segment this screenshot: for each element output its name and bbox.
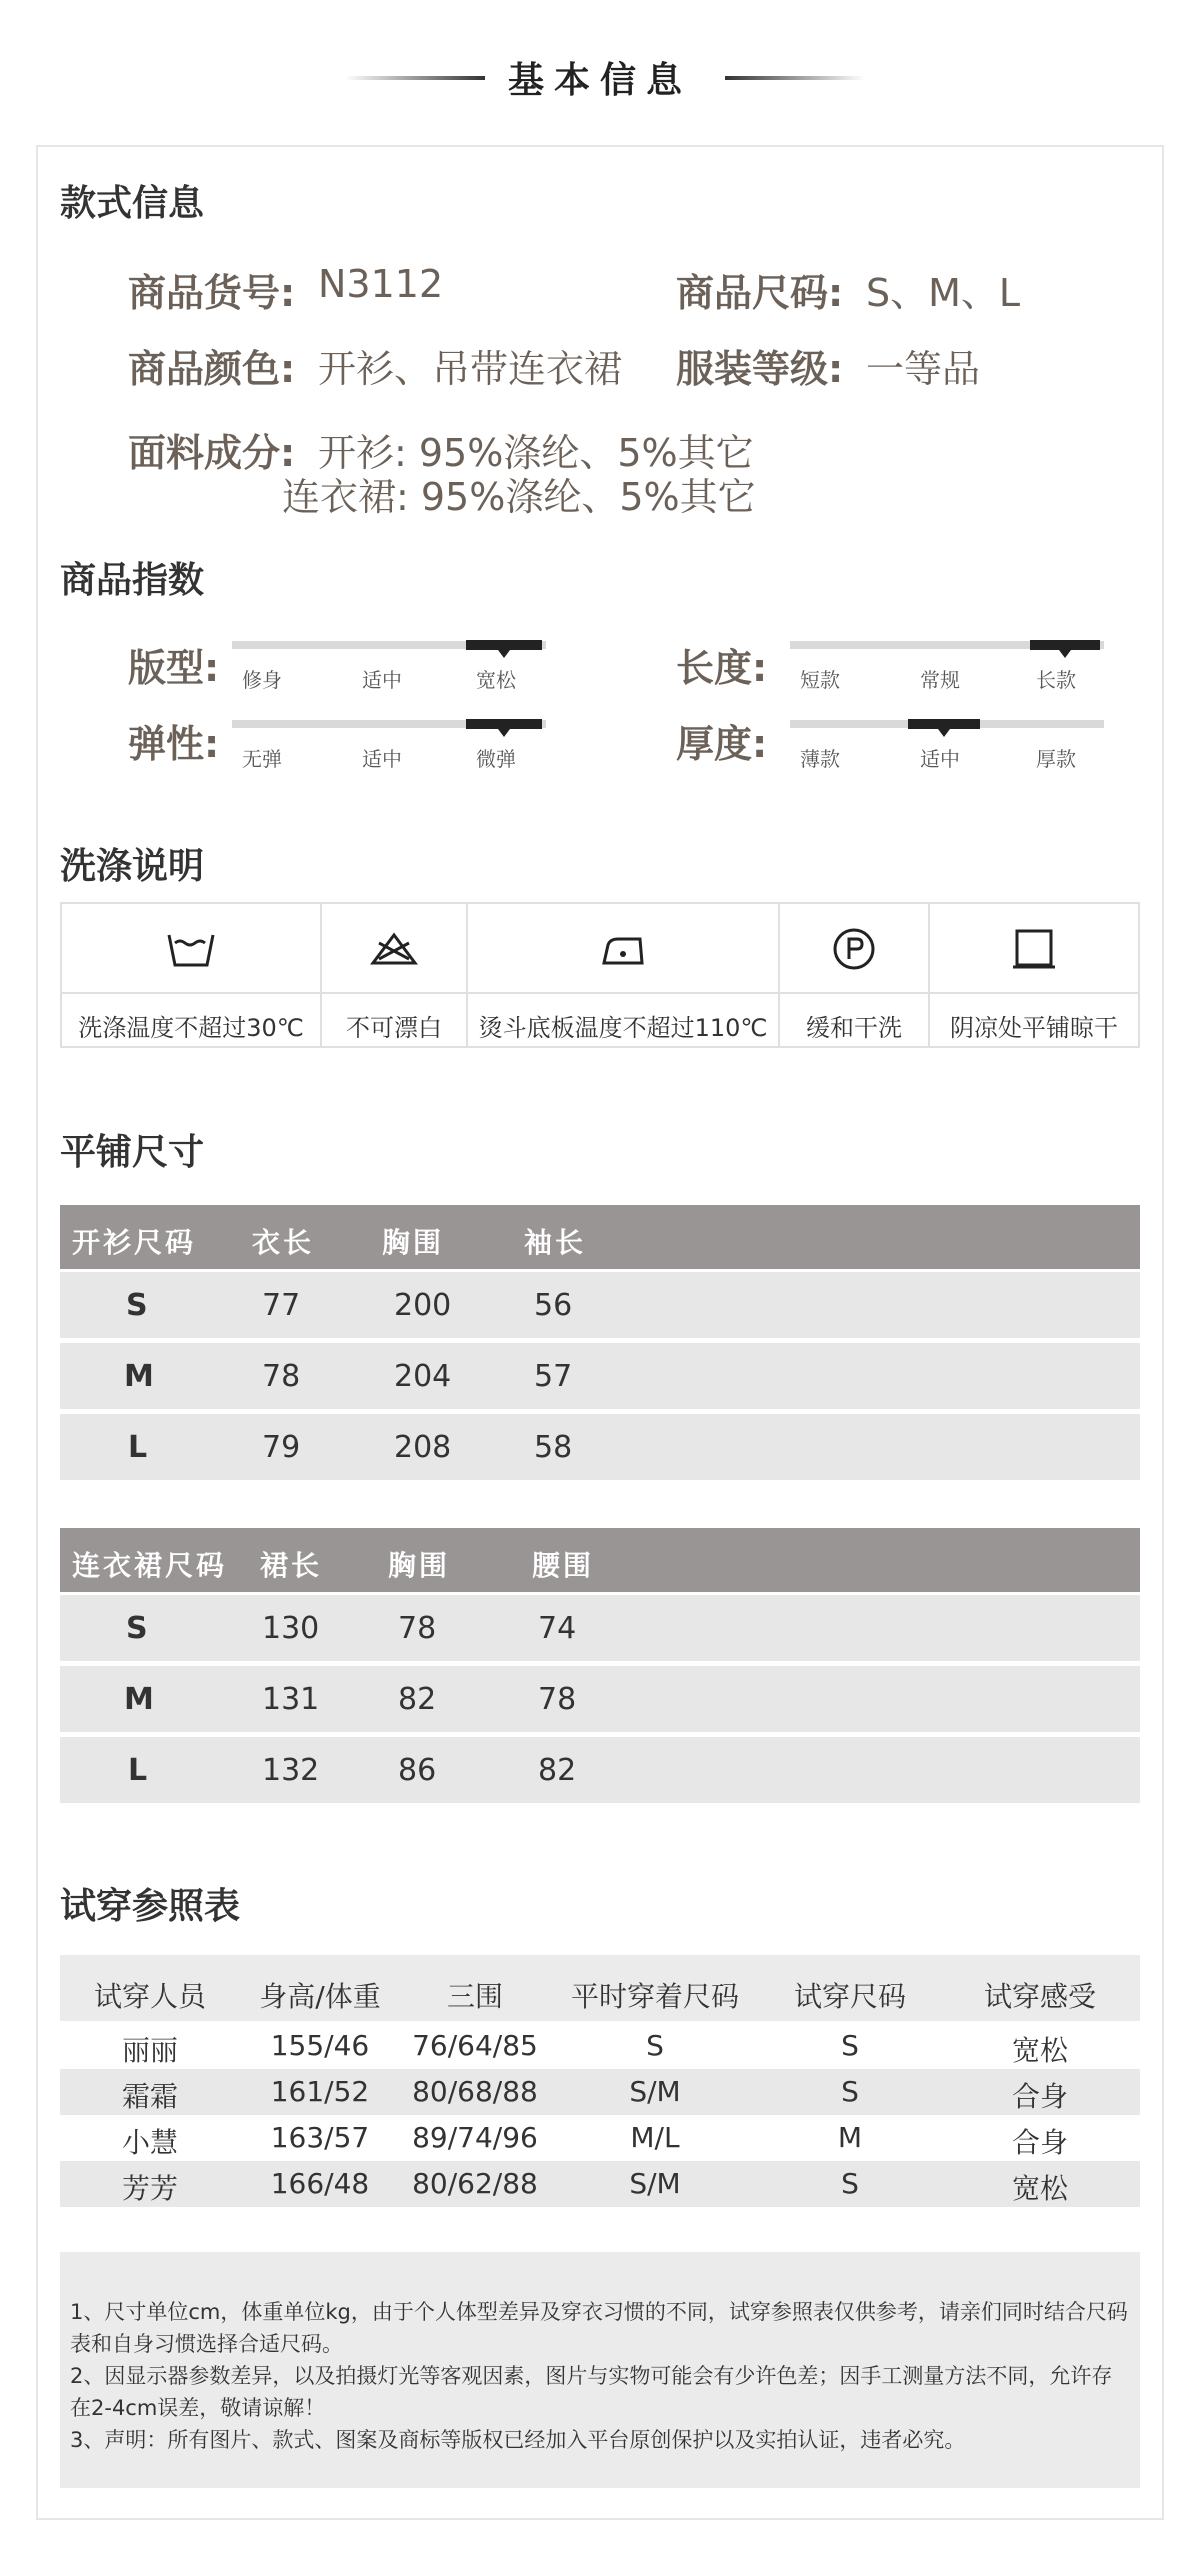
fit-row — [60, 2023, 1140, 2069]
fit-td: 80/62/88 — [412, 2167, 538, 2200]
wash-cell — [62, 904, 322, 1046]
fit-row — [60, 2161, 1140, 2207]
fit-td: 霜霜 — [121, 2080, 178, 2113]
wash-title: 洗涤说明 — [60, 846, 205, 887]
wash-text: 阴凉处平铺晾干 — [950, 1014, 1118, 1042]
fit-th: 三围 — [446, 1980, 503, 2013]
td: S — [126, 1611, 148, 1646]
fit-th: 试穿人员 — [93, 1980, 206, 2013]
dry-clean-p-icon — [780, 926, 928, 972]
fit-td: 76/64/85 — [412, 2029, 538, 2062]
tick: 适中 — [362, 747, 402, 771]
fit-td: S — [841, 2167, 859, 2200]
tick: 短款 — [800, 668, 840, 692]
fit-td: 161/52 — [270, 2075, 370, 2108]
fit-td: 155/46 — [270, 2029, 370, 2062]
td: 56 — [534, 1288, 573, 1323]
index-slider-thickness — [790, 720, 1104, 728]
index-slider-fit — [232, 641, 546, 649]
tick: 厚款 — [1036, 747, 1076, 771]
td: L — [128, 1430, 148, 1465]
tick: 修身 — [242, 668, 282, 692]
iron-icon — [468, 926, 778, 972]
dry-flat-icon — [930, 926, 1138, 972]
note-2: 2、因显示器参数差异，以及拍摄灯光等客观因素，图片与实物可能会有少许色差；因手工测量方法不同，允许存在2-4cm误差，敬请谅解！ — [70, 2364, 1113, 2420]
fit-td: 166/48 — [270, 2167, 370, 2200]
dress-table-header — [60, 1528, 1140, 1592]
page-title: 基本信息 — [507, 60, 692, 101]
td: 86 — [398, 1753, 437, 1788]
fit-td: S/M — [629, 2167, 681, 2200]
th: 裙长 — [260, 1549, 323, 1582]
td: 82 — [398, 1682, 437, 1717]
note-3: 3、声明：所有图片、款式、图案及商标等版权已经加入平台原创保护以及实拍认证，违者必究。 — [70, 2428, 966, 2452]
notes-box — [60, 2252, 1140, 2488]
flat-size-title: 平铺尺寸 — [60, 1132, 205, 1173]
wash-cell — [322, 904, 468, 1046]
wash-tub-icon — [62, 926, 320, 972]
table-row — [60, 1414, 1140, 1480]
wash-text: 洗涤温度不超过30℃ — [78, 1014, 304, 1042]
color-value: 开衫、吊带连衣裙 — [318, 347, 623, 391]
color-label: 商品颜色: — [128, 347, 296, 391]
table-row — [60, 1666, 1140, 1732]
th: 衣长 — [252, 1226, 315, 1259]
fit-td: 合身 — [1011, 2080, 1068, 2113]
fit-td: M/L — [630, 2121, 680, 2154]
fit-td: 芳芳 — [121, 2172, 178, 2205]
index-slider-marker — [466, 640, 542, 650]
th: 胸围 — [382, 1226, 445, 1259]
td: 74 — [538, 1611, 577, 1646]
index-slider-length — [790, 641, 1104, 649]
td: 82 — [538, 1753, 577, 1788]
fit-td: 宽松 — [1011, 2034, 1068, 2067]
fit-td: 80/68/88 — [412, 2075, 538, 2108]
index-title: 商品指数 — [60, 560, 205, 601]
table-row — [60, 1737, 1140, 1803]
grade-value: 一等品 — [866, 347, 981, 391]
note-1: 1、尺寸单位cm，体重单位kg，由于个人体型差异及穿衣习惯的不同，试穿参照表仅供参考，请亲们同时结合尺码表和自身习惯选择合适尺码。 — [70, 2300, 1128, 2356]
fit-row — [60, 2069, 1140, 2115]
th: 袖长 — [524, 1226, 587, 1259]
fabric-label: 面料成分: — [128, 431, 296, 475]
wash-text: 烫斗底板温度不超过110℃ — [478, 1014, 768, 1042]
index-slider-marker — [1030, 640, 1100, 650]
fit-th: 试穿尺码 — [793, 1980, 906, 2013]
th: 胸围 — [388, 1549, 451, 1582]
fit-th: 身高/体重 — [259, 1980, 381, 2013]
tick: 薄款 — [800, 747, 840, 771]
header-right-line — [725, 76, 865, 80]
index-slider-marker — [466, 719, 542, 729]
td: 78 — [262, 1359, 301, 1394]
wash-text: 不可漂白 — [346, 1014, 442, 1042]
item-no-value: N3112 — [318, 262, 444, 306]
index-label-length: 长度: — [676, 646, 768, 690]
no-bleach-icon — [322, 926, 466, 972]
fit-td: 163/57 — [270, 2121, 370, 2154]
th: 腰围 — [532, 1549, 595, 1582]
grade-label: 服装等级: — [676, 347, 844, 391]
sizes-label: 商品尺码: — [676, 271, 844, 315]
tick: 适中 — [362, 668, 402, 692]
td: S — [126, 1288, 148, 1323]
td: 57 — [534, 1359, 573, 1394]
table-row — [60, 1595, 1140, 1661]
td: 58 — [534, 1430, 573, 1465]
td: M — [124, 1359, 154, 1394]
table-row — [60, 1272, 1140, 1338]
fit-table-header — [60, 1955, 1140, 2021]
fit-td: S — [841, 2075, 859, 2108]
index-label-thickness: 厚度: — [676, 722, 768, 766]
index-label-fit: 版型: — [128, 646, 220, 690]
item-no-label: 商品货号: — [128, 271, 296, 315]
td: M — [124, 1682, 154, 1717]
table-row — [60, 1343, 1140, 1409]
wash-cell — [468, 904, 780, 1046]
sizes-value: S、M、L — [866, 271, 1021, 315]
fit-td: S — [841, 2029, 859, 2062]
cardigan-table-header — [60, 1205, 1140, 1269]
fit-td: S/M — [629, 2075, 681, 2108]
wash-care-table — [60, 902, 1140, 1048]
wash-cell — [930, 904, 1138, 1046]
tick: 无弹 — [242, 747, 282, 771]
td: 132 — [262, 1753, 320, 1788]
td: 204 — [394, 1359, 452, 1394]
fit-td: 小慧 — [121, 2126, 178, 2159]
td: 200 — [394, 1288, 452, 1323]
tick: 长款 — [1036, 668, 1076, 692]
index-slider-elasticity — [232, 720, 546, 728]
td: 79 — [262, 1430, 301, 1465]
fit-td: 89/74/96 — [412, 2121, 538, 2154]
fit-title: 试穿参照表 — [60, 1886, 241, 1927]
tick: 常规 — [920, 668, 960, 692]
fit-th: 试穿感受 — [983, 1980, 1096, 2013]
td: 78 — [398, 1611, 437, 1646]
fit-td: S — [646, 2029, 664, 2062]
fit-td: M — [837, 2121, 863, 2154]
style-info-title: 款式信息 — [60, 183, 205, 224]
th: 开衫尺码 — [72, 1226, 197, 1259]
index-label-elasticity: 弹性: — [128, 722, 220, 766]
td: 131 — [262, 1682, 320, 1717]
td: 130 — [262, 1611, 320, 1646]
td: 208 — [394, 1430, 452, 1465]
wash-cell — [780, 904, 930, 1046]
fit-td: 宽松 — [1011, 2172, 1068, 2205]
fabric-line-1: 开衫: 95%涤纶、5%其它 — [318, 431, 754, 475]
index-slider-marker — [908, 719, 980, 729]
tick: 适中 — [920, 747, 960, 771]
fit-td: 合身 — [1011, 2126, 1068, 2159]
td: 78 — [538, 1682, 577, 1717]
td: L — [128, 1753, 148, 1788]
th: 连衣裙尺码 — [72, 1549, 228, 1582]
fit-row — [60, 2115, 1140, 2161]
td: 77 — [262, 1288, 301, 1323]
fit-td: 丽丽 — [121, 2034, 178, 2067]
fabric-line-2: 连衣裙: 95%涤纶、5%其它 — [282, 475, 756, 519]
wash-text: 缓和干洗 — [806, 1014, 902, 1042]
tick: 宽松 — [476, 668, 516, 692]
tick: 微弹 — [476, 747, 516, 771]
fit-th: 平时穿着尺码 — [570, 1980, 739, 2013]
